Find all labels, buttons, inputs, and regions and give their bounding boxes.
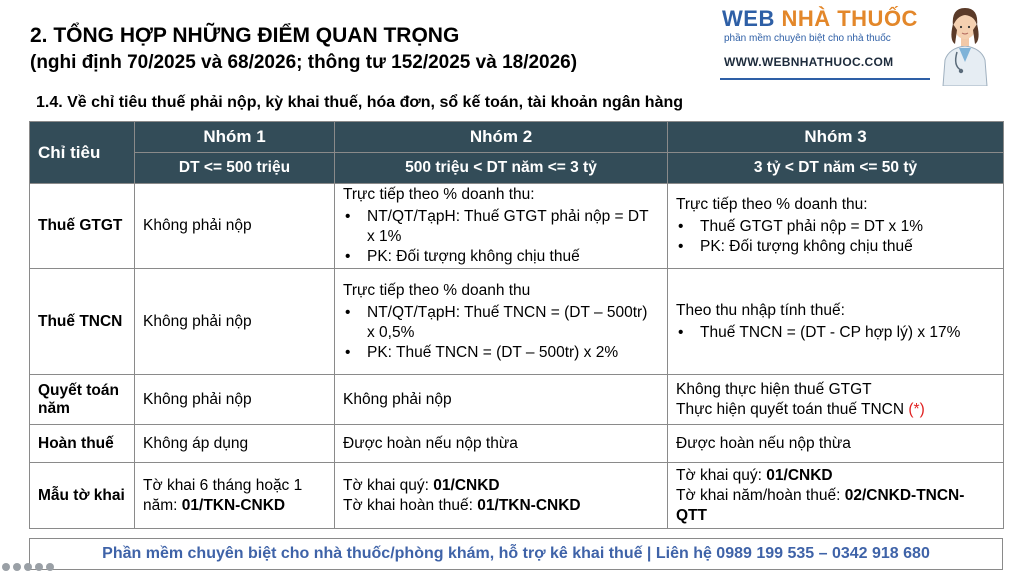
cell-vat-group-3: [668, 184, 1004, 269]
row-label: Thuế TNCN: [30, 269, 135, 375]
page-title: 2. TỔNG HỢP NHỮNG ĐIỂM QUAN TRỌNG: [30, 24, 460, 47]
group-1-header: Nhóm 1: [135, 122, 335, 153]
form-code: 02/CNKD-TNCN-QTT: [676, 486, 965, 524]
pen-tool-icon[interactable]: [13, 563, 21, 571]
row-label: Hoàn thuế: [30, 425, 135, 463]
cell-refund-group-2: Được hoàn nếu nộp thừa: [335, 425, 668, 463]
slide-nav-controls[interactable]: [2, 563, 54, 575]
cell-text: Tờ khai quý:: [676, 466, 762, 484]
cell-text: Tờ khai hoàn thuế:: [343, 496, 473, 514]
cell-refund-group-3: Được hoàn nếu nộp thừa: [668, 425, 1004, 463]
bullet-item: • NT/QT/TạpH: Thuế GTGT phải nộp = DT x 1%: [367, 207, 659, 247]
table-corner-header: Chỉ tiêu: [30, 122, 135, 184]
cell-vat-group-1: Không phải nộp: [135, 184, 335, 269]
cell-forms-group-1: [135, 463, 335, 529]
cell-line: Thực hiện quyết toán thuế TNCN: [676, 400, 905, 418]
cell-forms-group-3: [668, 463, 1004, 529]
logo-tagline: phần mềm chuyên biệt cho nhà thuốc: [724, 33, 891, 44]
bullet-item: • PK: Đối tượng không chịu thuế: [367, 247, 659, 267]
cell-intro: Trực tiếp theo % doanh thu:: [676, 196, 868, 213]
group-2-range: 500 triệu < DT năm <= 3 tỷ: [335, 153, 668, 184]
row-label: Thuế GTGT: [30, 184, 135, 269]
zoom-icon[interactable]: [35, 563, 43, 571]
bullet-item: • PK: Đối tượng không chịu thuế: [700, 237, 995, 257]
logo-brand-name: NHÀ THUỐC: [781, 6, 918, 31]
section-heading: 1.4. Về chỉ tiêu thuế phải nộp, kỳ khai thuế, hóa đơn, sổ kế toán, tài khoản ngân hàng: [36, 94, 684, 111]
row-label: Quyết toán năm: [30, 375, 135, 425]
cell-pit-group-1: Không phải nộp: [135, 269, 335, 375]
footer-banner: Phần mềm chuyên biệt cho nhà thuốc/phòng khám, hỗ trợ kê khai thuế | Liên hệ 0989 199 535 – 0342 918 680: [29, 538, 1003, 570]
cell-intro: Theo thu nhập tính thuế:: [676, 301, 845, 319]
table-row-refund: [30, 425, 1004, 463]
bullet-item: • NT/QT/TạpH: Thuế TNCN = (DT – 500tr) x 0,5%: [367, 303, 659, 343]
form-code: 01/TKN-CNKD: [477, 496, 581, 514]
page-subtitle: (nghi định 70/2025 và 68/2026; thông tư 152/2025 và 18/2026): [30, 52, 578, 73]
bullet-item: • PK: Thuế TNCN = (DT – 500tr) x 2%: [367, 343, 659, 363]
cell-pit-group-3: [668, 269, 1004, 375]
table-row-vat: [30, 184, 1004, 269]
cell-text: Tờ khai 6 tháng hoặc 1 năm:: [143, 476, 303, 514]
logo-divider: [720, 78, 930, 80]
table-row-pit: [30, 269, 1004, 375]
cell-settlement-group-3: [668, 375, 1004, 425]
group-1-range: DT <= 500 triệu: [135, 153, 335, 184]
cell-vat-group-2: [335, 184, 668, 269]
cell-settlement-group-1: Không phải nộp: [135, 375, 335, 425]
table-row-forms: [30, 463, 1004, 529]
brand-logo: [722, 6, 922, 69]
slides-menu-icon[interactable]: [24, 563, 32, 571]
tax-comparison-table: [29, 121, 1004, 529]
group-3-header: Nhóm 3: [668, 122, 1004, 153]
table-row-settlement: [30, 375, 1004, 425]
cell-settlement-group-2: Không phải nộp: [335, 375, 668, 425]
logo-web: WEB: [722, 6, 775, 31]
form-code: 01/CNKD: [433, 476, 500, 494]
group-3-range: 3 tỷ < DT năm <= 50 tỷ: [668, 153, 1004, 184]
cell-refund-group-1: Không áp dụng: [135, 425, 335, 463]
cell-intro: Trực tiếp theo % doanh thu: [343, 281, 531, 299]
bullet-item: • Thuế TNCN = (DT - CP hợp lý) x 17%: [700, 323, 995, 343]
cell-forms-group-2: [335, 463, 668, 529]
prev-slide-icon[interactable]: [2, 563, 10, 571]
group-2-header: Nhóm 2: [335, 122, 668, 153]
form-code: 01/TKN-CNKD: [181, 496, 286, 514]
footnote-mark: (*): [908, 400, 925, 418]
bullet-item: • Thuế GTGT phải nộp = DT x 1%: [700, 217, 995, 237]
row-label: Mẫu tờ khai: [30, 463, 135, 529]
doctor-illustration-icon: [935, 0, 995, 86]
cell-line: Không thực hiện thuế GTGT: [676, 380, 872, 398]
cell-intro: Trực tiếp theo % doanh thu:: [343, 186, 535, 203]
next-slide-icon[interactable]: [46, 563, 54, 571]
cell-text: Tờ khai quý:: [343, 476, 429, 494]
cell-pit-group-2: [335, 269, 668, 375]
logo-url: WWW.WEBNHATHUOC.COM: [724, 55, 894, 69]
cell-text: Tờ khai năm/hoàn thuế:: [676, 486, 841, 504]
form-code: 01/CNKD: [766, 466, 833, 484]
